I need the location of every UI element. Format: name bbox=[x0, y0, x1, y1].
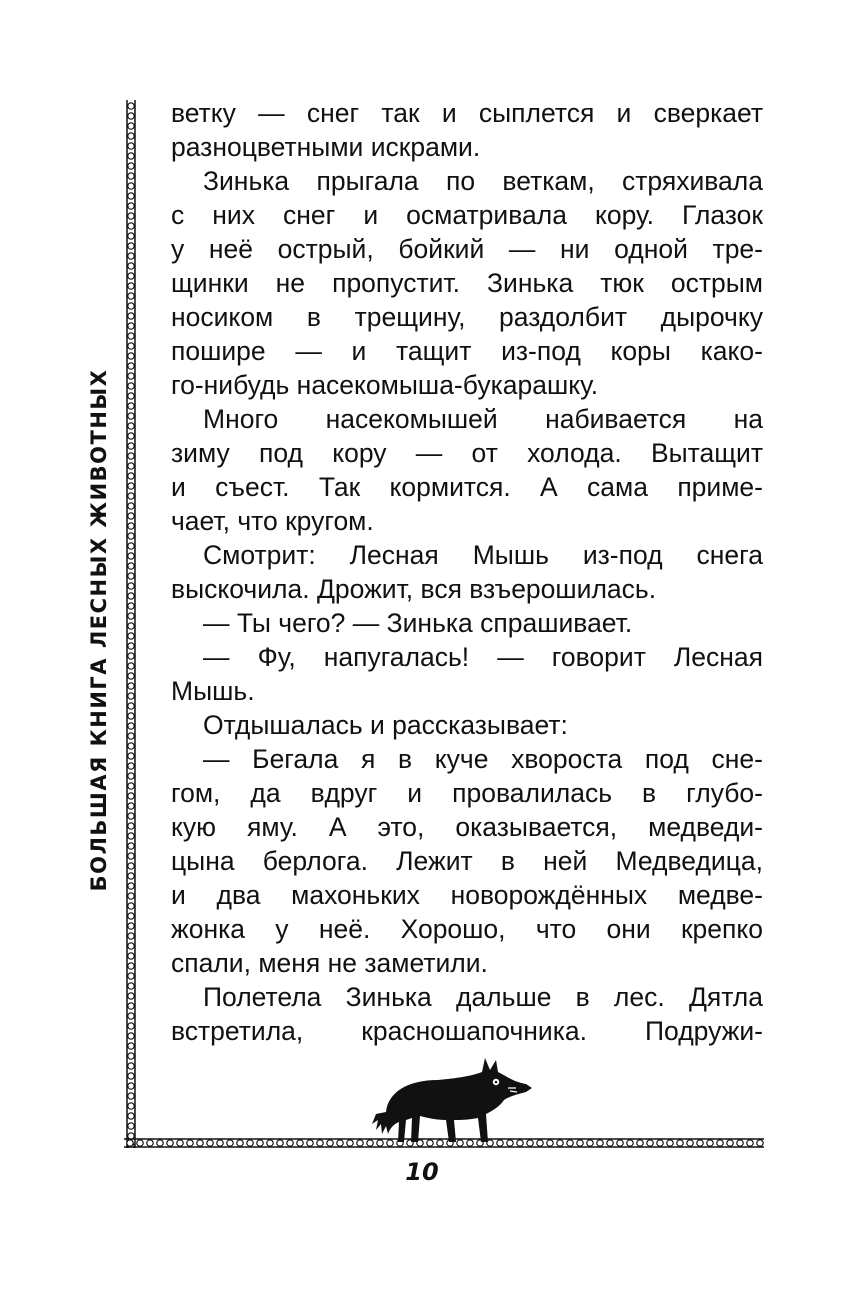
wolf-illustration bbox=[368, 1050, 538, 1150]
text-line: Полетела Зинька дальше в лес. Дятла bbox=[203, 982, 763, 1012]
text-line: и съест. Так кормится. А сама приме- bbox=[171, 472, 763, 502]
text-line: — Фу, напугалась! — говорит Лесная bbox=[203, 642, 763, 672]
text-line: и два махоньких новорождённых медве- bbox=[171, 880, 763, 910]
text-line: го-нибудь насекомыша-букарашку. bbox=[171, 370, 599, 400]
body-text bbox=[171, 96, 763, 1048]
text-line: ветку — снег так и сыплется и сверкает bbox=[171, 98, 763, 128]
decorative-border-left bbox=[124, 100, 138, 1148]
page-number: 10 bbox=[405, 1158, 439, 1186]
text-line: выскочила. Дрожит, вся взъерошилась. bbox=[171, 574, 657, 604]
text-line: пошире — и тащит из-под коры како- bbox=[171, 336, 763, 366]
text-line: встретила, красношапочника. Подружи- bbox=[171, 1016, 763, 1046]
text-line: Мышь. bbox=[171, 676, 255, 706]
text-line: жонка у неё. Хорошо, что они крепко bbox=[171, 914, 763, 944]
text-line: Зинька прыгала по веткам, стряхивала bbox=[203, 166, 763, 196]
text-line: гом, да вдруг и провалилась в глубо- bbox=[171, 778, 763, 808]
text-line: у неё острый, бойкий — ни одной тре- bbox=[171, 234, 763, 264]
text-line: Отдышалась и рассказывает: bbox=[203, 710, 568, 740]
text-line: щинки не пропустит. Зинька тюк острым bbox=[171, 268, 763, 298]
text-line: носиком в трещину, раздолбит дырочку bbox=[171, 302, 763, 332]
text-line: кую яму. А это, оказывается, медведи- bbox=[171, 812, 763, 842]
text-line: — Бегала я в куче хвороста под сне- bbox=[203, 744, 763, 774]
text-line: спали, меня не заметили. bbox=[171, 948, 488, 978]
text-line: цына берлога. Лежит в ней Медведица, bbox=[171, 846, 763, 876]
text-line: Много насекомышей набивается на bbox=[203, 404, 763, 434]
text-line: чает, что кругом. bbox=[171, 506, 374, 536]
book-series-title-text: БОЛЬШАЯ КНИГА ЛЕСНЫХ ЖИВОТНЫХ bbox=[87, 368, 111, 892]
text-line: с них снег и осматривала кору. Глазок bbox=[171, 200, 763, 230]
text-line: Смотрит: Лесная Мышь из-под снега bbox=[203, 540, 763, 570]
text-line: — Ты чего? — Зинька спрашивает. bbox=[203, 608, 633, 638]
book-series-title bbox=[84, 368, 114, 892]
text-line: разноцветными искрами. bbox=[171, 132, 481, 162]
text-line: зиму под кору — от холода. Вытащит bbox=[171, 438, 763, 468]
